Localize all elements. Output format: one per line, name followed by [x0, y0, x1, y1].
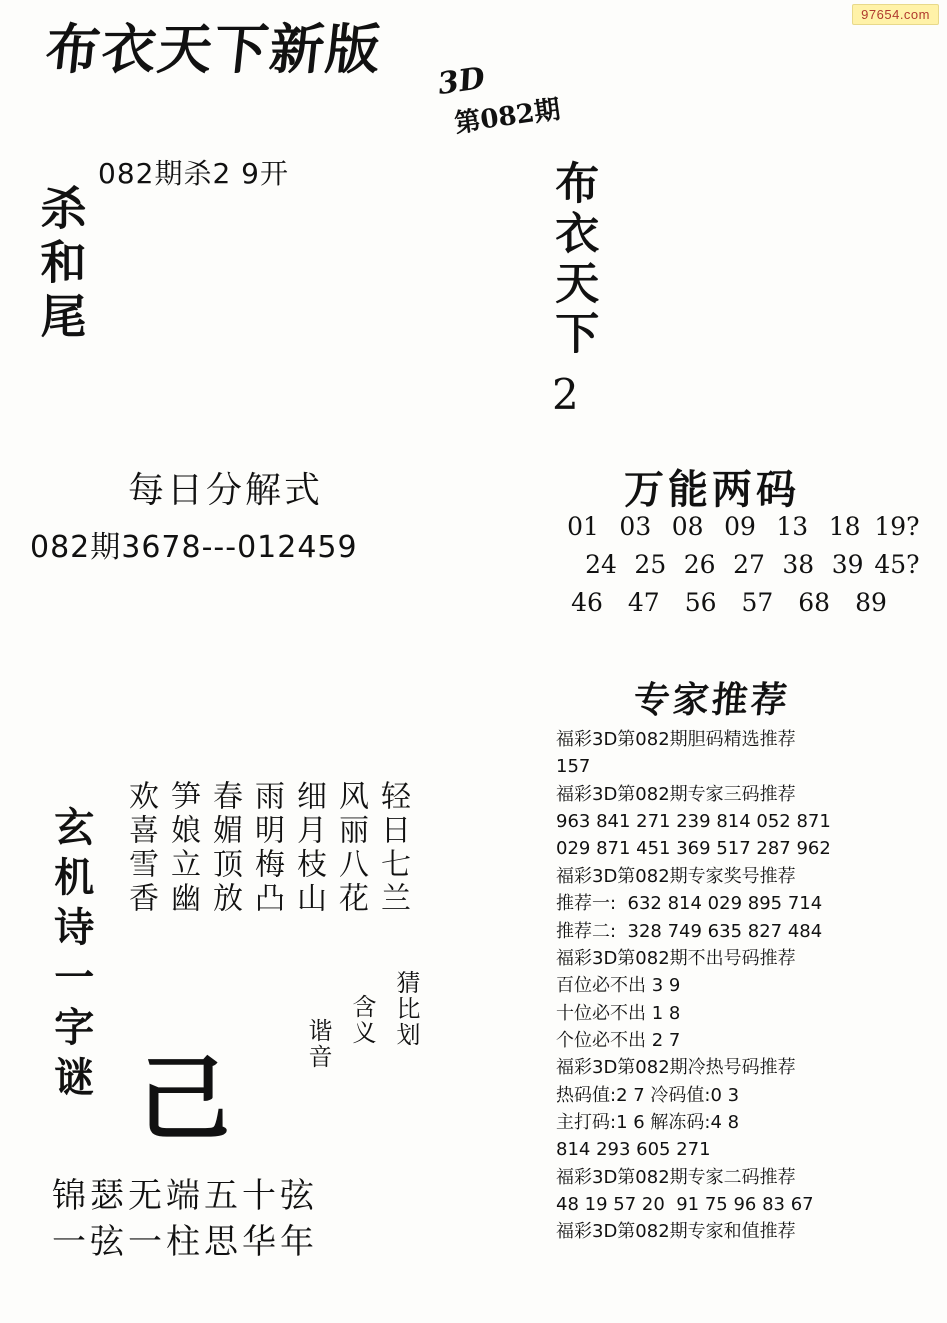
- kill-sum-tail-label: 杀和尾: [33, 184, 88, 346]
- expert-line: 48 19 57 20 91 75 96 83 67: [556, 1194, 814, 1216]
- riddle-vertical-label: 玄机诗一字谜: [47, 806, 95, 1106]
- masthead-issue-label: 第082期: [452, 94, 563, 140]
- guess-hint-column: 猜比划: [392, 970, 420, 1048]
- guess-hint-column: 含义: [348, 994, 376, 1046]
- expert-line: 福彩3D第082期专家奖号推荐: [556, 865, 796, 887]
- number-cell: 47: [627, 588, 660, 617]
- number-cell: 19?: [874, 512, 920, 541]
- number-row-3: [560, 588, 894, 617]
- expert-line: 814 293 605 271: [556, 1139, 711, 1161]
- universal-number-grid: [560, 512, 920, 626]
- expert-line: 福彩3D第082期冷热号码推荐: [556, 1057, 796, 1079]
- poem-column: 雨明梅凸: [249, 780, 284, 916]
- poem-column: 春媚顶放: [207, 780, 242, 916]
- bottom-poem: [52, 1174, 318, 1266]
- number-cell: 13: [776, 512, 809, 541]
- poem-column: 风丽八花: [333, 780, 368, 916]
- number-cell: 26: [683, 550, 716, 579]
- number-cell: 03: [619, 512, 652, 541]
- poem-column: 欢喜雪香: [123, 780, 158, 916]
- riddle-guess-hints: [290, 970, 420, 1150]
- masthead-title: 布衣天下新版: [42, 17, 386, 81]
- universal-two-code-title: 万能两码: [624, 466, 800, 513]
- expert-recommendation-title: 专家推荐: [631, 679, 792, 721]
- poem-column: 轻日七兰: [375, 780, 410, 916]
- expert-line: 百位必不出 3 9: [556, 975, 681, 997]
- number-cell: 01: [567, 512, 599, 541]
- expert-line: 福彩3D第082期专家和值推荐: [556, 1221, 796, 1243]
- daily-formula-value: 082期3678---012459: [30, 530, 358, 565]
- number-cell: 18: [828, 512, 861, 541]
- daily-formula-title: 每日分解式: [128, 470, 324, 511]
- expert-line: 主打码:1 6 解冻码:4 8: [556, 1112, 740, 1134]
- number-cell: 46: [571, 588, 603, 617]
- riddle-answer-character: 己: [138, 1045, 231, 1153]
- brand-vertical-label: 布衣天下: [547, 160, 599, 360]
- riddle-poem: [110, 780, 410, 970]
- expert-line: 推荐一: 632 814 029 895 714: [556, 893, 823, 915]
- expert-line: 福彩3D第082期胆码精选推荐: [556, 729, 796, 750]
- number-cell: 09: [724, 512, 756, 541]
- number-cell: 56: [684, 588, 717, 617]
- masthead: [42, 17, 566, 140]
- expert-line: 157: [556, 756, 591, 778]
- number-cell: 89: [855, 588, 887, 617]
- kill-line-text: 082期杀2 9开: [98, 157, 289, 190]
- number-cell: 24: [585, 550, 617, 579]
- number-cell: 57: [741, 588, 774, 617]
- expert-recommendation-body: [556, 726, 916, 1246]
- expert-line: 推荐二: 328 749 635 827 484: [556, 920, 823, 942]
- bottom-poem-line-2: 一弦一柱思华年: [52, 1221, 318, 1262]
- number-cell: 38: [782, 550, 815, 579]
- expert-line: 热码值:2 7 冷码值:0 3: [556, 1084, 740, 1106]
- brand-number: 2: [552, 370, 579, 419]
- number-cell: 39: [831, 550, 864, 579]
- number-cell: 68: [798, 588, 831, 617]
- number-cell: 27: [733, 550, 765, 579]
- poem-column: 笋娘立幽: [165, 780, 200, 916]
- expert-line: 个位必不出 2 7: [556, 1029, 681, 1051]
- number-cell: 08: [671, 512, 704, 541]
- poem-column: 细月枝山: [291, 780, 326, 916]
- masthead-game-label: 3D: [435, 60, 488, 103]
- expert-line: 福彩3D第082期专家三码推荐: [556, 783, 796, 805]
- number-cell: 45?: [874, 550, 920, 579]
- number-row-1: [560, 512, 920, 541]
- number-cell: 25: [634, 550, 667, 579]
- expert-line: 福彩3D第082期专家二码推荐: [556, 1166, 796, 1188]
- guess-hint-column: 谐音: [304, 1018, 332, 1070]
- bottom-poem-line-1: 锦瑟无端五十弦: [52, 1176, 318, 1216]
- expert-line: 029 871 451 369 517 287 962: [556, 838, 831, 860]
- expert-line: 963 841 271 239 814 052 871: [556, 811, 831, 833]
- number-row-2: [560, 550, 920, 579]
- site-watermark-badge: 97654.com: [852, 4, 939, 25]
- expert-line: 十位必不出 1 8: [556, 1002, 681, 1024]
- expert-line: 福彩3D第082期不出号码推荐: [556, 947, 796, 969]
